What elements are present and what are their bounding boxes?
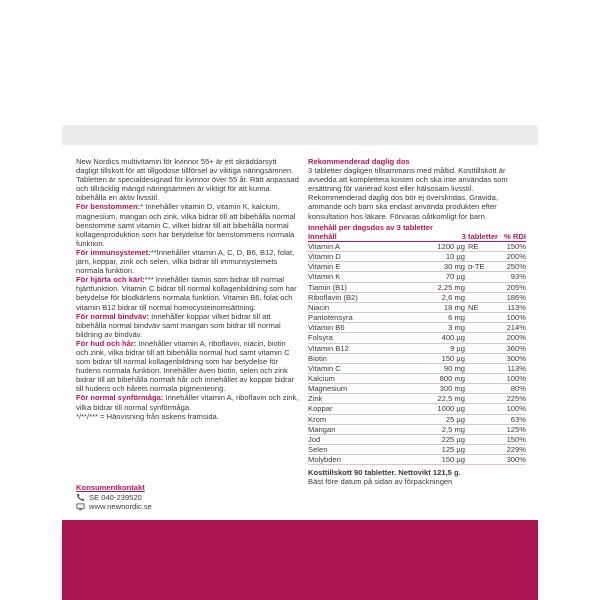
nutrient-amount: 800 mg (419, 373, 465, 383)
nutrient-name: Vitamin K (308, 272, 419, 282)
nutrient-name: Vitamin A (308, 241, 419, 251)
nutrient-amount: 2,6 mg (419, 292, 465, 302)
nutrient-name: Pantotensyra (308, 313, 419, 323)
table-row (308, 262, 526, 272)
phone-icon (76, 493, 85, 501)
nutrient-rdi: 125% (498, 424, 526, 434)
benefit-text: Innehåller koppar vilket bidrar till att bibehålla normal bindväv samt mangan som bidrar till normal bildning av bindväv. (76, 311, 281, 339)
nutrient-rdi: 113% (498, 302, 526, 312)
nutrient-unit (465, 445, 498, 455)
table-row (308, 343, 526, 353)
table-row (308, 455, 526, 465)
right-column (308, 157, 526, 487)
table-row (308, 404, 526, 414)
nutrient-rdi: 205% (498, 282, 526, 292)
nutrient-name: Krom (308, 414, 419, 424)
consumer-contact (76, 483, 299, 512)
nutrient-name: Niacin (308, 302, 419, 312)
benefit-section (76, 275, 299, 311)
computer-icon (76, 503, 85, 511)
nutrient-amount: 70 µg (419, 272, 465, 282)
nutrient-unit: RE (465, 241, 498, 251)
net-content: Kosttillskott 90 tabletter. Nettovikt 121,5 g. (308, 468, 461, 478)
nutrient-name: Vitamin C (308, 363, 419, 373)
table-row (308, 313, 526, 323)
table-row (308, 445, 526, 455)
nutrient-unit: α-TE (465, 262, 498, 272)
nutrient-unit (465, 353, 498, 363)
nutrient-rdi: 100% (498, 313, 526, 323)
table-row (308, 434, 526, 444)
left-column (76, 157, 299, 421)
table-row (308, 272, 526, 282)
benefit-text: *** Innehåller tiamin som bidrar till normal hjärtfunktion. Vitamin C bidrar till normal kollagenbildning som har betydelse för blodkärlens normala funktion. Vitamin B6, folat och vitamin B12 bidrar till normal homocysteinomsättning. (76, 275, 297, 312)
nutrient-amount: 225 µg (419, 434, 465, 444)
nutrient-amount: 22,5 mg (419, 394, 465, 404)
col-header-content: Innehåll (308, 232, 419, 242)
nutrient-name: Vitamin B12 (308, 343, 419, 353)
dose-heading: Rekommenderad daglig dos (308, 157, 410, 166)
nutrient-amount: 90 mg (419, 363, 465, 373)
table-row (308, 252, 526, 262)
benefit-section (76, 202, 299, 247)
contact-heading: Konsumentkontakt (76, 483, 145, 492)
table-row (308, 323, 526, 333)
benefit-sections (76, 202, 299, 411)
nutrient-name: Mangan (308, 424, 419, 434)
phone-number: SE 040-239520 (89, 492, 142, 502)
nutrient-name: Selen (308, 445, 419, 455)
table-row (308, 394, 526, 404)
nutrient-unit (465, 333, 498, 343)
table-row (308, 292, 526, 302)
benefit-heading: För hjärta och kärl: (76, 275, 145, 285)
benefit-heading: För immunsystemet: (76, 247, 151, 257)
nutrient-unit (465, 292, 498, 302)
nutrient-name: Vitamin B6 (308, 323, 419, 333)
benefit-heading: För normal synförmåga: (76, 393, 164, 403)
nutrient-unit (465, 252, 498, 262)
website-link[interactable]: www.newnordic.se (89, 502, 152, 511)
nutrient-unit (465, 282, 498, 292)
nutrient-unit (465, 414, 498, 424)
col-header-amount: 3 tabletter (419, 232, 498, 242)
table-row (308, 353, 526, 363)
nutrient-name: Tiamin (B1) (308, 282, 419, 292)
nutrient-rdi: 100% (498, 404, 526, 414)
benefit-text: **Innehåller vitamin A, C, D, B6, B12, folat, järn, koppar, zink och selen, vilka bidrar till immunsystemets normala funktion. (76, 247, 295, 276)
magenta-band (62, 520, 538, 600)
best-before: Bäst före datum på sidan av förpackningen (308, 477, 453, 487)
benefit-section (76, 248, 299, 275)
nutrient-amount: 3 mg (419, 323, 465, 333)
nutrient-name: Jod (308, 434, 419, 444)
nutrient-amount: 400 µg (419, 333, 465, 343)
nutrient-rdi: 360% (498, 343, 526, 353)
nutrition-table (308, 232, 526, 466)
nutrient-rdi: 229% (498, 445, 526, 455)
col-header-rdi: % RDI (498, 232, 526, 242)
benefit-section (76, 339, 299, 394)
nutrient-name: Riboflavin (B2) (308, 292, 419, 302)
nutrient-amount: 30 mg (419, 262, 465, 272)
nutrient-rdi: 300% (498, 353, 526, 363)
nutrient-unit (465, 394, 498, 404)
nutrient-amount: 1000 µg (419, 404, 465, 414)
nutrient-rdi: 100% (498, 373, 526, 383)
nutrient-rdi: 80% (498, 384, 526, 394)
nutrient-rdi: 113% (498, 363, 526, 373)
intro-text: New Nordics multivitamin för kvinnor 55+ är ett skräddarsytt dagligt tillskott för att tillgodose tillförsel av viktiga näringsämnen. Tabletten är specialdesignad för kvinnor över 55 år. Rätt anpassad och tillräcklig mängd näringsämnen är viktigt för att kunna bibehålla en aktiv livsstil. (76, 157, 299, 203)
nutrient-amount: 1200 µg (419, 241, 465, 251)
nutrient-amount: 125 µg (419, 445, 465, 455)
benefit-heading: För benstommen: (76, 202, 141, 212)
nutrient-amount: 25 µg (419, 414, 465, 424)
nutrient-name: Biotin (308, 353, 419, 363)
nutrient-name: Molybden (308, 455, 419, 465)
benefit-text: Innehåller vitamin A, riboflavin och zink, vilka bidrar till normal synförmåga. (76, 393, 299, 412)
table-row (308, 373, 526, 383)
nutrient-unit (465, 373, 498, 383)
nutrient-amount: 150 µg (419, 455, 465, 465)
web-row (76, 502, 299, 512)
table-row (308, 424, 526, 434)
box-top-edge (62, 125, 538, 145)
nutrient-unit (465, 404, 498, 414)
benefit-text: Innehåller vitamin A, riboflavin, niacin, biotin och zink, vilka bidrar till att bibehålla normal hud samt vitamin C som bidrar till normal kollagenbildning som har betydelse för hudens normala funktion. Innehåller även biotin, selen och zink bidrar till att bibehålla normalt hår och innehållet av koppar bidrar till hudens och hårets normala pigmentering. (76, 338, 295, 394)
phone-row (76, 493, 299, 503)
nutrient-rdi: 214% (498, 323, 526, 333)
nutrient-amount: 2,25 mg (419, 282, 465, 292)
nutrient-name: Zink (308, 394, 419, 404)
nutrient-amount: 9 µg (419, 343, 465, 353)
nutrient-amount: 6 mg (419, 313, 465, 323)
nutrient-unit (465, 272, 498, 282)
nutrient-rdi: 186% (498, 292, 526, 302)
table-row (308, 384, 526, 394)
table-row (308, 363, 526, 373)
nutrient-name: Vitamin E (308, 262, 419, 272)
nutrient-rdi: 300% (498, 455, 526, 465)
nutrient-name: Kalcium (308, 373, 419, 383)
nutrient-rdi: 150% (498, 434, 526, 444)
nutrient-amount: 10 µg (419, 252, 465, 262)
nutrient-unit (465, 343, 498, 353)
table-row (308, 241, 526, 251)
nutrient-rdi: 63% (498, 414, 526, 424)
nutrient-unit (465, 424, 498, 434)
nutrient-name: Vitamin D (308, 252, 419, 262)
nutrient-unit (465, 455, 498, 465)
nutrient-unit (465, 384, 498, 394)
nutrient-rdi: 200% (498, 252, 526, 262)
nutrient-rdi: 250% (498, 262, 526, 272)
table-row (308, 282, 526, 292)
benefit-heading: För normal bindväv: (76, 311, 149, 321)
footnote: */**/*** = Hänvisning från askens framsida. (76, 411, 219, 421)
nutrient-rdi: 200% (498, 333, 526, 343)
table-row (308, 302, 526, 312)
nutrient-unit (465, 434, 498, 444)
nutrient-unit (465, 363, 498, 373)
nutrient-amount: 300 mg (419, 384, 465, 394)
nutrient-rdi: 150% (498, 241, 526, 251)
table-row (308, 414, 526, 424)
nutrient-name: Koppar (308, 404, 419, 414)
nutrient-amount: 150 µg (419, 353, 465, 363)
nutrient-rdi: 93% (498, 272, 526, 282)
nutrient-unit (465, 313, 498, 323)
table-row (308, 333, 526, 343)
nutrient-unit: NE (465, 302, 498, 312)
nutrient-name: Folsyra (308, 333, 419, 343)
benefit-section (76, 312, 299, 339)
dose-text: 3 tabletter dagligen tillsammans med måltid. Kosttillskott är avsedda att komplettera kosten och ska inte användas som ersättning för varierad kost eller hälsosam livsstil. Rekommenderad daglig dos bör ej överskridas. Gravida, ammande och barn ska endast använda produkten efter konsultation hos läkare. Förvaras oåtkomligt för barn. (308, 166, 508, 221)
benefit-heading: För hud och hår: (76, 338, 137, 348)
table-header-row (308, 232, 526, 242)
nutrient-amount: 18 mg (419, 302, 465, 312)
benefit-text: * Innehåller vitamin D, vitamin K, kalcium, magnesium, mangan och zink, vilka bidrar till att bibehålla normal benstomme samt vitamin C, vilket bidrar till att bibehålla normal kollagenproduktion som har betydelse för benstommens normala funktion. (76, 202, 296, 248)
benefit-section (76, 393, 299, 411)
nutrient-name: Magnesium (308, 384, 419, 394)
table-title: Innehåll per dagsdos av 3 tabletter (308, 222, 433, 232)
nutrient-unit (465, 323, 498, 333)
nutrient-rdi: 225% (498, 394, 526, 404)
nutrient-amount: 2,5 mg (419, 424, 465, 434)
